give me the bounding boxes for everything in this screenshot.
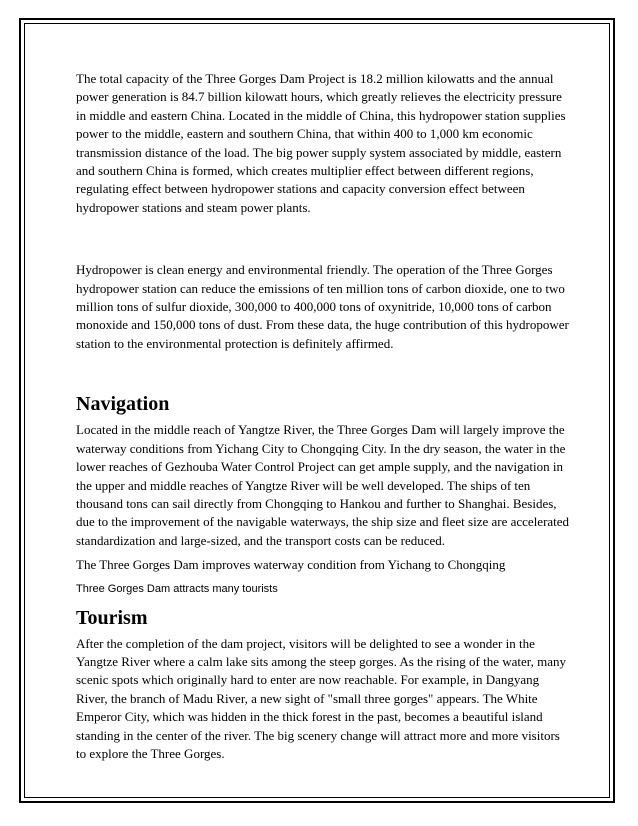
caption-waterway: The Three Gorges Dam improves waterway condition from Yichang to Chongqing — [76, 557, 506, 573]
paragraph-navigation: Located in the middle reach of Yangtze River, the Three Gorges Dam will largely improve the waterway conditions from Yichang City to Chongqing City. In the dry season, the water in the lower reaches of Gezhouba Water Control Project can get ample supply, and the navigation in the upper and middle reaches of Yangtze River will be well developed. The ships of ten thousand tons can sail directly from Chongqing to Hankou and further to Shanghai. Besides, due to the improvement of the navigable waterways, the ship size and fleet size are accelerated standardization and large-sized, and the transport costs can be reduced. — [76, 422, 570, 548]
paragraph-clean-energy: Hydropower is clean energy and environmental friendly. The operation of the Three Gorges hydropower station can reduce the emissions of ten million tons of carbon dioxide, one to two million tons of sulfur dioxide, 300,000 to 400,000 tons of oxynitride, 10,000 tons of carbon monoxide and 150,000 tons of dust. From these data, the huge contribution of this hydropower station to the environmental protection is definitely affirmed. — [76, 262, 569, 351]
paragraph-tourism: After the completion of the dam project, visitors will be delighted to see a wonder in the Yangtze River where a calm lake sits among the steep gorges. As the rising of the water, many scenic spots which originally hard to enter are now reachable. For example, in Dangyang River, the branch of Madu River, a new sight of "small three gorges" appears. The White Emperor City, which was hidden in the thick forest in the past, becomes a beautiful island standing in the center of the river. The big scenery change will attract more and more visitors to explore the Three Gorges. — [76, 635, 566, 761]
spacer — [76, 596, 571, 606]
document-body — [76, 70, 571, 763]
heading-tourism: Tourism — [76, 606, 148, 629]
caption-tourists: Three Gorges Dam attracts many tourists — [76, 582, 278, 595]
heading-navigation: Navigation — [76, 393, 170, 416]
spacer — [76, 575, 571, 582]
spacer — [76, 353, 571, 392]
paragraph-capacity: The total capacity of the Three Gorges Dam Project is 18.2 million kilowatts and the annual power generation is 84.7 billion kilowatt hours, which greatly relieves the electricity pressure in middle and eastern China. Located in the middle of China, this hydropower station supplies power to the middle, eastern and southern China, that within 400 to 1,000 km economic transmission distance of the load. The big power supply system associated by middle, eastern and southern China is formed, which creates multiplier effect between different regions, regulating effect between hydropower stations and capacity conversion effect between hydropower stations and steam power plants. — [76, 71, 566, 215]
spacer — [76, 217, 571, 261]
